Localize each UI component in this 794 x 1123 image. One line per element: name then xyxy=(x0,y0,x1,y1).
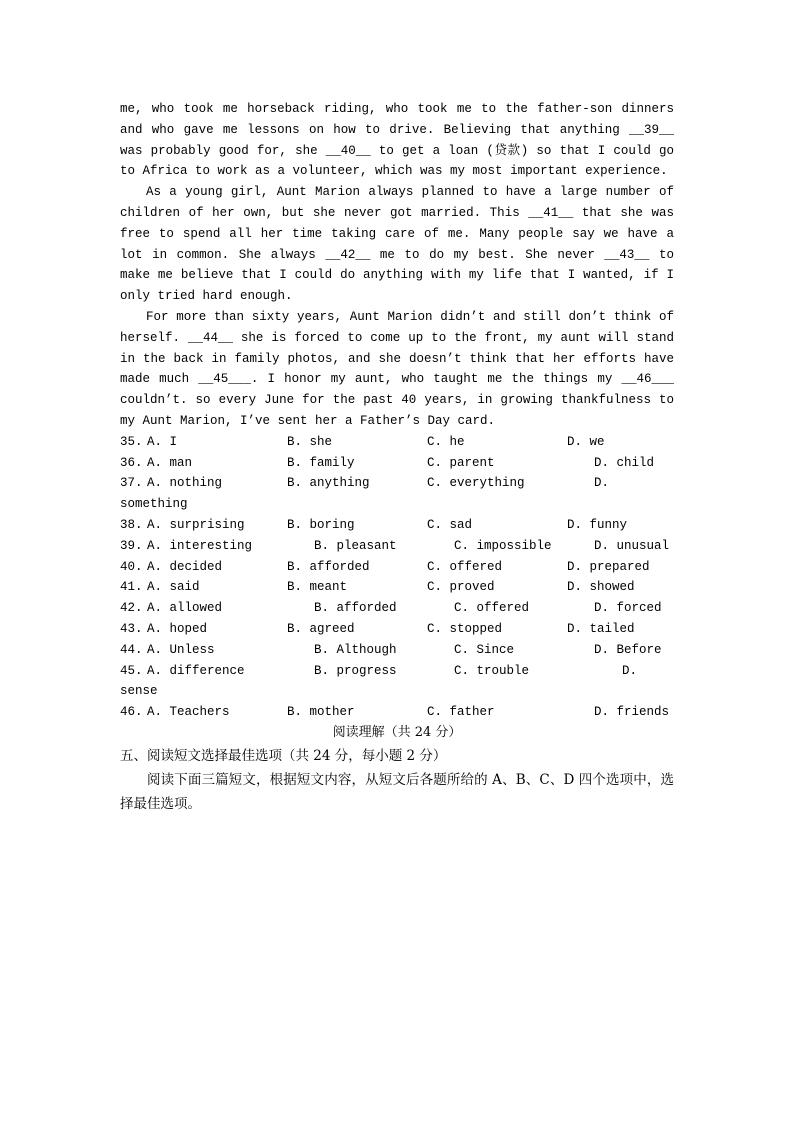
option-b: B. afforded xyxy=(314,601,397,616)
question-42 xyxy=(120,598,674,619)
option-d-continued: sense xyxy=(120,684,158,699)
options-list xyxy=(120,432,674,723)
option-c: C. parent xyxy=(427,455,495,470)
question-number: 38. xyxy=(120,517,143,532)
question-46 xyxy=(120,702,674,723)
question-44 xyxy=(120,640,674,661)
option-b: B. anything xyxy=(287,476,370,491)
option-c: C. impossible xyxy=(454,538,552,553)
question-number: 37. xyxy=(120,476,143,491)
option-d: D. funny xyxy=(567,517,628,532)
option-b: B. pleasant xyxy=(314,538,397,553)
option-d: D. unusual xyxy=(594,538,670,553)
option-a: A. said xyxy=(147,580,200,595)
question-number: 40. xyxy=(120,559,143,574)
passage-paragraph-1: me, who took me horseback riding, who took me to the father-son dinners and who gave me lessons on how to drive. Believing that anything __39__ was probably good for, she __40__ to get a loan (贷款) so that I could go to Africa to work as a volunteer, which was my most important experience. xyxy=(120,102,674,179)
section-heading: 五、阅读短文选择最佳选项（共 24 分，每小题 2 分） xyxy=(120,747,447,764)
question-number: 42. xyxy=(120,601,143,616)
option-a: A. man xyxy=(147,455,193,470)
option-b: B. family xyxy=(287,455,355,470)
option-c: C. father xyxy=(427,705,495,720)
option-d: D. Before xyxy=(594,642,662,657)
option-a: A. surprising xyxy=(147,517,245,532)
option-b: B. afforded xyxy=(287,559,370,574)
option-c: C. offered xyxy=(454,601,530,616)
question-43 xyxy=(120,619,674,640)
option-c: C. sad xyxy=(427,517,473,532)
question-40 xyxy=(120,557,674,578)
question-number: 39. xyxy=(120,538,143,553)
question-number: 41. xyxy=(120,580,143,595)
option-b: B. boring xyxy=(287,517,355,532)
question-number: 36. xyxy=(120,455,143,470)
option-b: B. meant xyxy=(287,580,348,595)
question-38 xyxy=(120,515,674,536)
question-number: 46. xyxy=(120,705,143,720)
question-number: 35. xyxy=(120,434,143,449)
option-d: D. child xyxy=(594,455,655,470)
option-a: A. I xyxy=(147,434,178,449)
option-d: D. friends xyxy=(594,705,670,720)
passage-paragraph-2: As a young girl, Aunt Marion always planned to have a large number of children of her own, but she never got married. This __41__ that she was free to spend all her time taking care of me. Many people say we have a lot in common. She always __42__ me to do my best. She never __43__ to make me believe that I could do anything with my life that I wanted, if I only tried hard enough. xyxy=(120,185,674,304)
option-d: D. tailed xyxy=(567,621,635,636)
question-number: 45. xyxy=(120,663,143,678)
option-c: C. he xyxy=(427,434,465,449)
option-d: D. prepared xyxy=(567,559,650,574)
option-b: B. progress xyxy=(314,663,397,678)
option-a: A. Unless xyxy=(147,642,215,657)
option-b: B. she xyxy=(287,434,333,449)
question-45 xyxy=(120,661,674,703)
option-d-continued: something xyxy=(120,497,188,512)
option-d: D. we xyxy=(567,434,605,449)
option-d: D. xyxy=(622,663,638,678)
question-35 xyxy=(120,432,674,453)
question-37 xyxy=(120,473,674,515)
question-41 xyxy=(120,577,674,598)
question-39 xyxy=(120,536,674,557)
question-36 xyxy=(120,453,674,474)
section-title: 阅读理解（共 24 分） xyxy=(332,724,462,740)
option-a: A. difference xyxy=(147,663,245,678)
passage-paragraph-3: For more than sixty years, Aunt Marion didn’t and still don’t think of herself. __44__ she is forced to come up to the front, my aunt will stand in the back in family photos, and she doesn’t think that her efforts have made much __45___. I honor my aunt, who taught me the things my __46___ couldn’t. so every June for the past 40 years, in growing thankfulness to my Aunt Marion, I’ve sent her a Father’s Day card. xyxy=(120,309,674,428)
option-a: A. nothing xyxy=(147,476,223,491)
option-d: D. forced xyxy=(594,601,662,616)
option-c: C. trouble xyxy=(454,663,530,678)
option-c: C. everything xyxy=(427,476,525,491)
option-b: B. mother xyxy=(287,705,355,720)
option-d: D. showed xyxy=(567,580,635,595)
option-c: C. offered xyxy=(427,559,503,574)
question-number: 44. xyxy=(120,642,143,657)
option-a: A. decided xyxy=(147,559,223,574)
option-b: B. agreed xyxy=(287,621,355,636)
option-a: A. allowed xyxy=(147,601,223,616)
option-a: A. hoped xyxy=(147,621,208,636)
option-c: C. stopped xyxy=(427,621,503,636)
option-c: C. Since xyxy=(454,642,515,657)
option-c: C. proved xyxy=(427,580,495,595)
document-page xyxy=(120,99,674,816)
question-number: 43. xyxy=(120,621,143,636)
section-instruction: 阅读下面三篇短文，根据短文内容，从短文后各题所给的 A、B、C、D 四个选项中，选择最佳选项。 xyxy=(120,771,674,812)
option-d: D. xyxy=(594,476,610,491)
option-b: B. Although xyxy=(314,642,397,657)
option-a: A. Teachers xyxy=(147,705,230,720)
option-a: A. interesting xyxy=(147,538,253,553)
